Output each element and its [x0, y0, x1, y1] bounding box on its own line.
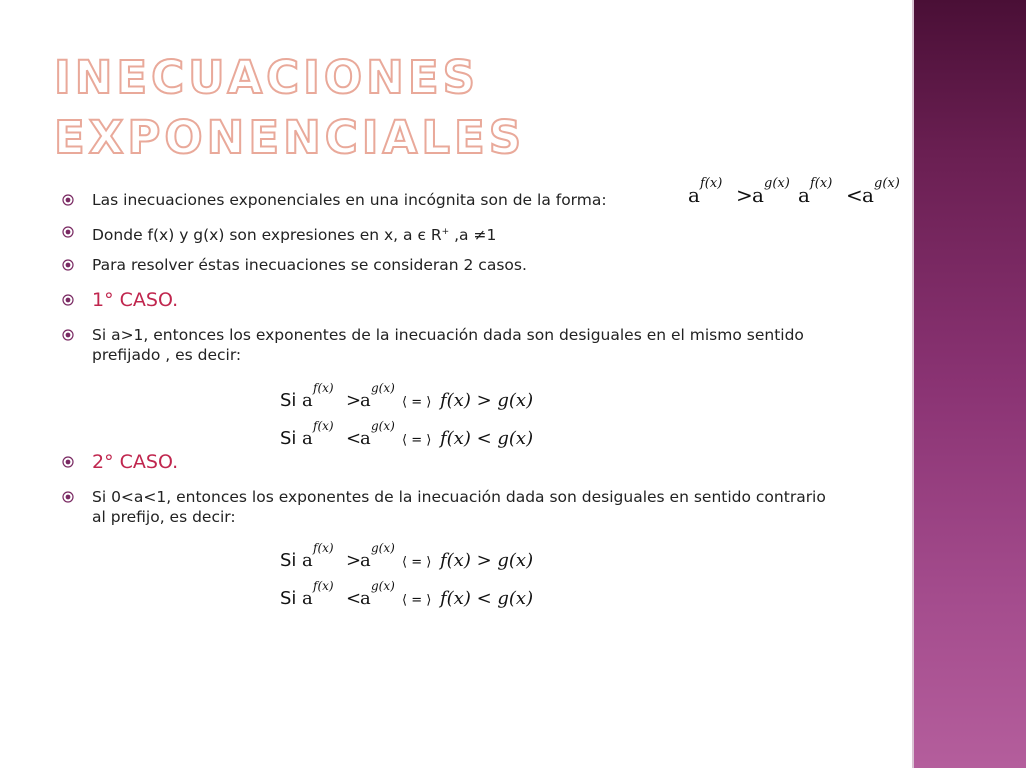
target-bullet-icon — [62, 329, 74, 341]
formula-si: Si — [280, 390, 297, 411]
text-part: ,a ≠1 — [449, 226, 497, 245]
formula-base: a — [360, 390, 371, 411]
sidebar-decoration — [912, 0, 1026, 768]
formula-exponent: g(x) — [371, 381, 395, 395]
formula-case1-lt — [280, 416, 534, 452]
target-bullet-icon — [62, 456, 74, 468]
formula-graphic — [280, 378, 534, 414]
formula-a-lt — [796, 170, 900, 207]
formula-exponent: g(x) — [371, 579, 395, 593]
formula-iff: ⟨ = ⟩ — [402, 433, 432, 448]
formula-base: a — [302, 390, 313, 411]
formula-exponent: f(x) — [313, 381, 334, 395]
formula-iff: ⟨ = ⟩ — [402, 555, 432, 570]
target-bullet-icon — [62, 294, 74, 306]
formula-exponent: f(x) — [700, 176, 723, 191]
formula-operator: < — [346, 588, 362, 609]
formula-si: Si — [280, 588, 297, 609]
formula-exponent: g(x) — [371, 541, 395, 555]
case-heading-text: 2° CASO. — [92, 451, 179, 473]
list-item — [62, 255, 832, 275]
formula-base: a — [302, 588, 313, 609]
formula-graphic — [686, 170, 790, 210]
formula-graphic — [280, 538, 534, 574]
formula-si: Si — [280, 428, 297, 449]
formula-case1-gt — [280, 378, 534, 414]
formula-exponent: g(x) — [874, 176, 900, 191]
formula-graphic — [796, 170, 900, 210]
formula-exponent: f(x) — [810, 176, 833, 191]
target-bullet-icon — [62, 491, 74, 503]
formula-base: a — [360, 550, 371, 571]
formula-base: a — [360, 428, 371, 449]
list-item-text: Para resolver éstas inecuaciones se consideran 2 casos. — [92, 256, 527, 274]
list-item — [62, 325, 832, 365]
list-item-text: Si a>1, entonces los exponentes de la inecuación dada son desiguales en el mismo sentido prefijado , es decir: — [92, 326, 804, 364]
list-item-text: Si 0<a<1, entonces los exponentes de la inecuación dada son desiguales en sentido contrario al prefijo, es decir: — [92, 488, 826, 526]
formula-iff: ⟨ = ⟩ — [402, 593, 432, 608]
title-line-2: EXPONENCIALES — [54, 111, 526, 164]
formula-operator: < — [346, 428, 362, 449]
formula-operator: < — [846, 183, 863, 207]
title-line-1: INECUACIONES — [54, 51, 479, 104]
formula-operator: > — [736, 183, 753, 207]
formula-graphic — [280, 576, 534, 612]
case-heading-text: 1° CASO. — [92, 289, 179, 311]
formula-case2-lt — [280, 576, 534, 612]
formula-a-gt — [686, 170, 790, 207]
list-item — [62, 222, 832, 245]
target-bullet-icon — [62, 194, 74, 206]
list-item — [62, 487, 832, 527]
formula-iff: ⟨ = ⟩ — [402, 395, 432, 410]
formula-base: a — [302, 550, 313, 571]
formula-exponent: g(x) — [371, 419, 395, 433]
formula-exponent: f(x) — [313, 419, 334, 433]
formula-operator: > — [346, 390, 362, 411]
formula-operator: > — [346, 550, 362, 571]
case-2-heading — [62, 450, 832, 474]
formula-base: a — [862, 183, 874, 207]
formula-rhs: f(x) > g(x) — [440, 390, 534, 411]
list-item-text — [92, 222, 832, 245]
superscript: + — [441, 227, 450, 237]
formula-base: a — [798, 183, 810, 207]
text-part: Donde f(x) y g(x) son expresiones en x, a є R — [92, 226, 442, 245]
formula-base: a — [302, 428, 313, 449]
formula-base: a — [752, 183, 764, 207]
list-item-text: Las inecuaciones exponenciales en una incógnita son de la forma: — [92, 191, 607, 209]
formula-rhs: f(x) < g(x) — [440, 588, 534, 609]
target-bullet-icon — [62, 226, 74, 238]
target-bullet-icon — [62, 259, 74, 271]
formula-exponent: f(x) — [313, 579, 334, 593]
formula-exponent: g(x) — [764, 176, 790, 191]
formula-rhs: f(x) < g(x) — [440, 428, 534, 449]
formula-base: a — [688, 183, 700, 207]
formula-rhs: f(x) > g(x) — [440, 550, 534, 571]
formula-case2-gt — [280, 538, 534, 574]
case-1-heading — [62, 288, 832, 312]
formula-graphic — [280, 416, 534, 452]
slide-title — [54, 48, 654, 168]
formula-base: a — [360, 588, 371, 609]
formula-exponent: f(x) — [313, 541, 334, 555]
formula-si: Si — [280, 550, 297, 571]
